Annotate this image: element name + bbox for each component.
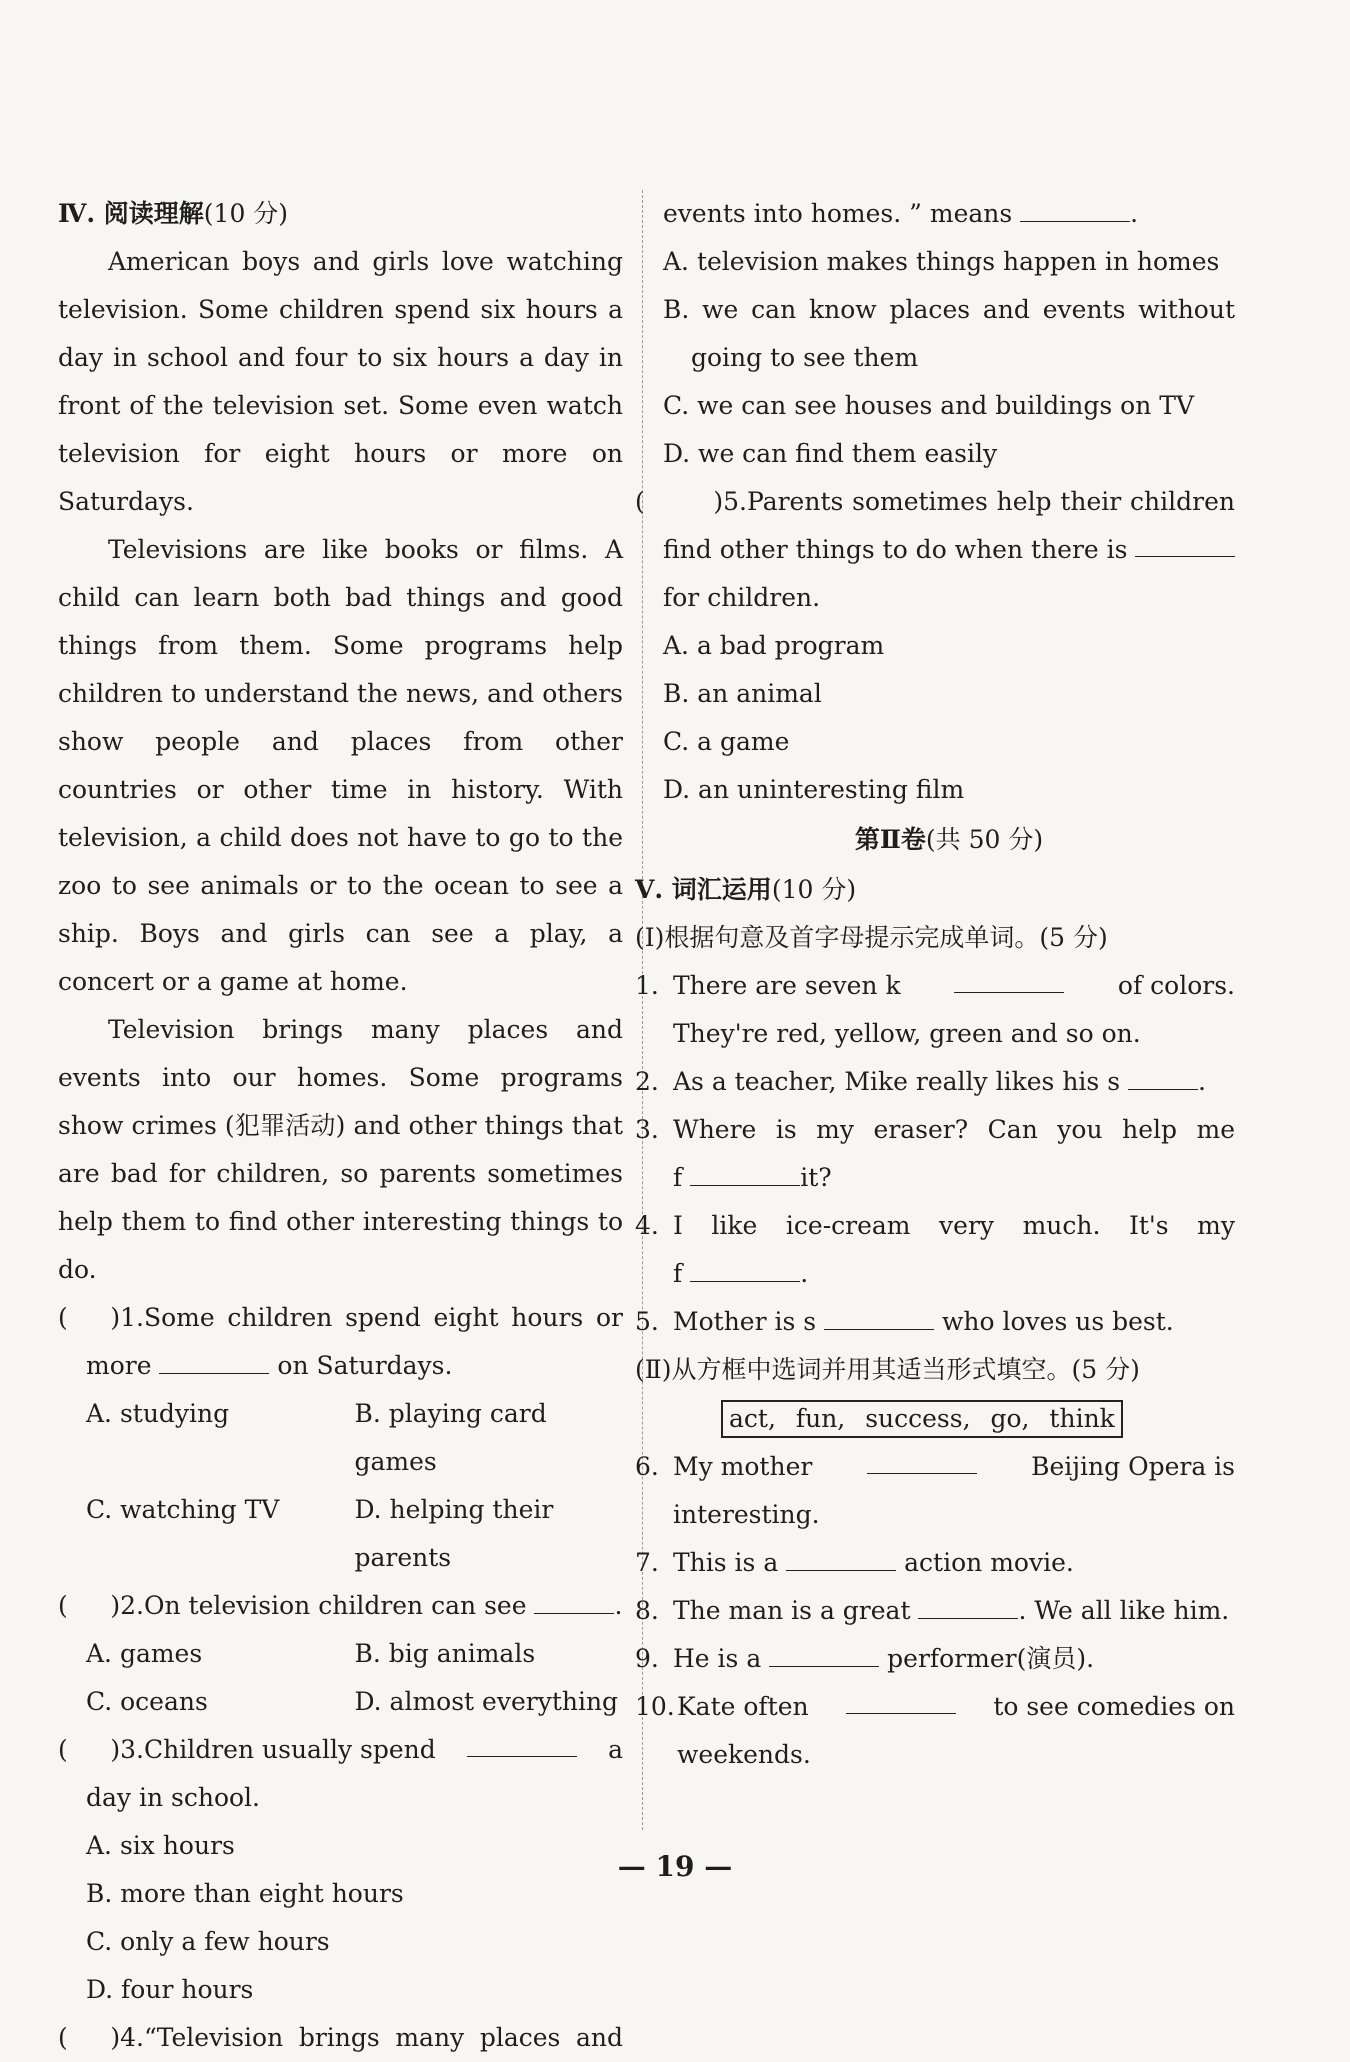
- option-b[interactable]: B. more than eight hours: [86, 1879, 404, 1908]
- question-3: ( )3. Children usually spend a: [58, 1726, 623, 1774]
- option-b-cont: going to see them: [691, 343, 919, 372]
- vocab-item-5: 5. Mother is s who loves us best.: [635, 1298, 1235, 1346]
- answer-blank[interactable]: [534, 1583, 614, 1614]
- answer-paren[interactable]: ( )2.: [58, 1591, 144, 1620]
- question-4: [58, 2014, 623, 2062]
- question-text: Children usually spend: [144, 1735, 436, 1764]
- answer-paren[interactable]: ( )1.: [58, 1303, 144, 1332]
- section-points: (10 分): [203, 199, 289, 228]
- vocab-item-8: 8. The man is a great . We all like him.: [635, 1587, 1235, 1635]
- question-4-cont: events into homes. ” means .: [663, 190, 1235, 238]
- question-5: [635, 478, 1235, 526]
- question-3-cont: day in school.: [86, 1783, 260, 1812]
- option-c[interactable]: C. we can see houses and buildings on TV: [663, 391, 1195, 420]
- vocab-item-6-cont: interesting.: [673, 1500, 820, 1529]
- answer-blank[interactable]: [159, 1343, 269, 1374]
- passage-paragraph-2: Televisions are like books or films. A child can learn both bad things and good things from them. Some programs help children to understand the news, and others show people and places from other countries or other time in history. With television, a child does not have to go to the zoo to see animals or to the ocean to see a ship. Boys and girls can see a play, a concert or a game at home.: [58, 535, 623, 996]
- passage-paragraph-1: American boys and girls love watching television. Some children spend six hours a day in school and four to six hours a day in front of the television set. Some even watch television for eight hours or more on Saturdays.: [58, 247, 623, 516]
- answer-blank[interactable]: [846, 1683, 956, 1714]
- option-d[interactable]: D. an uninteresting film: [663, 775, 965, 804]
- option-c[interactable]: C. watching TV: [86, 1495, 280, 1524]
- option-d[interactable]: D. four hours: [86, 1975, 254, 2004]
- answer-blank[interactable]: [467, 1726, 577, 1757]
- answer-blank[interactable]: [954, 962, 1064, 993]
- vocab-item-2: 2. As a teacher, Mike really likes his s .: [635, 1058, 1235, 1106]
- part-2-title: 第Ⅱ卷(共 50 分): [854, 825, 1044, 854]
- question-text: Some children spend eight hours or: [144, 1303, 623, 1332]
- answer-blank[interactable]: [1135, 526, 1235, 557]
- word-box: act, fun, success, go, think: [721, 1400, 1123, 1438]
- vocab-item-3: 3. Where is my eraser? Can you help me: [635, 1115, 1235, 1144]
- answer-blank[interactable]: [1020, 191, 1130, 222]
- answer-blank[interactable]: [690, 1251, 800, 1282]
- option-d[interactable]: D. we can find them easily: [663, 439, 998, 468]
- option-c[interactable]: C. oceans: [86, 1687, 208, 1716]
- question-2: ( )2. On television children can see .: [58, 1582, 623, 1630]
- vocab-item-1: 1. There are seven k of colors.: [635, 962, 1235, 1010]
- reading-section-heading: [58, 190, 623, 238]
- option-a[interactable]: A. studying: [86, 1399, 230, 1428]
- option-a[interactable]: A. television makes things happen in homes: [663, 247, 1220, 276]
- vocab-section-heading: [635, 866, 1235, 914]
- vocab-item-4-cont: f .: [663, 1250, 1235, 1298]
- section-points: (10 分): [771, 875, 857, 904]
- answer-blank[interactable]: [918, 1588, 1018, 1619]
- word-box-row: [663, 1394, 1235, 1443]
- question-5-cont: find other things to do when there is: [663, 526, 1235, 574]
- option-c[interactable]: C. a game: [663, 727, 790, 756]
- options-row: [58, 1390, 623, 1486]
- option-b[interactable]: B. an animal: [663, 679, 822, 708]
- vocab-item-1-cont: They're red, yellow, green and so on.: [673, 1019, 1141, 1048]
- answer-paren[interactable]: ( )5.: [635, 487, 747, 516]
- option-a[interactable]: A. a bad program: [663, 631, 885, 660]
- subsection-1-instruction: (Ⅰ)根据句意及首字母提示完成单词。(5 分): [635, 923, 1108, 952]
- option-a[interactable]: A. six hours: [86, 1831, 235, 1860]
- answer-blank[interactable]: [769, 1636, 879, 1667]
- answer-blank[interactable]: [1128, 1059, 1198, 1090]
- question-1: [58, 1294, 623, 1342]
- section-title: Ⅴ. 词汇运用: [635, 875, 772, 904]
- answer-paren[interactable]: ( )3.: [58, 1735, 144, 1764]
- answer-paren[interactable]: ( )4.: [58, 2023, 144, 2052]
- answer-blank[interactable]: [786, 1540, 896, 1571]
- question-text: “Television brings many places and: [144, 2023, 623, 2052]
- subsection-2-instruction: (Ⅱ)从方框中选词并用其适当形式填空。(5 分): [635, 1355, 1140, 1384]
- vocab-item-6: 6. My mother Beijing Opera is: [635, 1443, 1235, 1491]
- answer-blank[interactable]: [690, 1155, 800, 1186]
- left-column: [58, 190, 623, 2062]
- passage-paragraph-3: Television brings many places and events into our homes. Some programs show crimes (犯罪活动) and other things that are bad for children, so parents sometimes help them to find other interesting things to do.: [58, 1015, 623, 1284]
- option-a[interactable]: A. games: [86, 1639, 203, 1668]
- question-1-cont: more on Saturdays.: [58, 1342, 623, 1390]
- right-column: [635, 190, 1235, 1779]
- vocab-item-4: 4. I like ice-cream very much. It's my: [635, 1211, 1235, 1240]
- question-text: On television children can see: [144, 1591, 527, 1620]
- options-row: [58, 1486, 623, 1582]
- option-b[interactable]: B. playing card games: [354, 1399, 547, 1476]
- option-d[interactable]: D. helping their parents: [354, 1495, 554, 1572]
- option-b[interactable]: B. big animals: [354, 1639, 536, 1668]
- page-number: — 19 —: [617, 1850, 733, 1883]
- vocab-item-9: 9. He is a performer(演员).: [635, 1635, 1235, 1683]
- options-row: [58, 1630, 623, 1678]
- option-b[interactable]: B. we can know places and events without: [663, 295, 1235, 324]
- answer-blank[interactable]: [867, 1443, 977, 1474]
- vocab-item-10-cont: weekends.: [677, 1740, 811, 1769]
- question-5-cont2: for children.: [663, 583, 821, 612]
- vocab-item-10: 10. Kate often to see comedies on: [635, 1683, 1235, 1731]
- section-title: Ⅳ. 阅读理解: [58, 199, 204, 228]
- option-c[interactable]: C. only a few hours: [86, 1927, 330, 1956]
- options-row: [58, 1678, 623, 1726]
- option-d[interactable]: D. almost everything: [354, 1687, 619, 1716]
- vocab-item-7: 7. This is a action movie.: [635, 1539, 1235, 1587]
- answer-blank[interactable]: [824, 1299, 934, 1330]
- vocab-item-3-cont: f it?: [663, 1154, 1235, 1202]
- question-text: Parents sometimes help their children: [747, 487, 1235, 516]
